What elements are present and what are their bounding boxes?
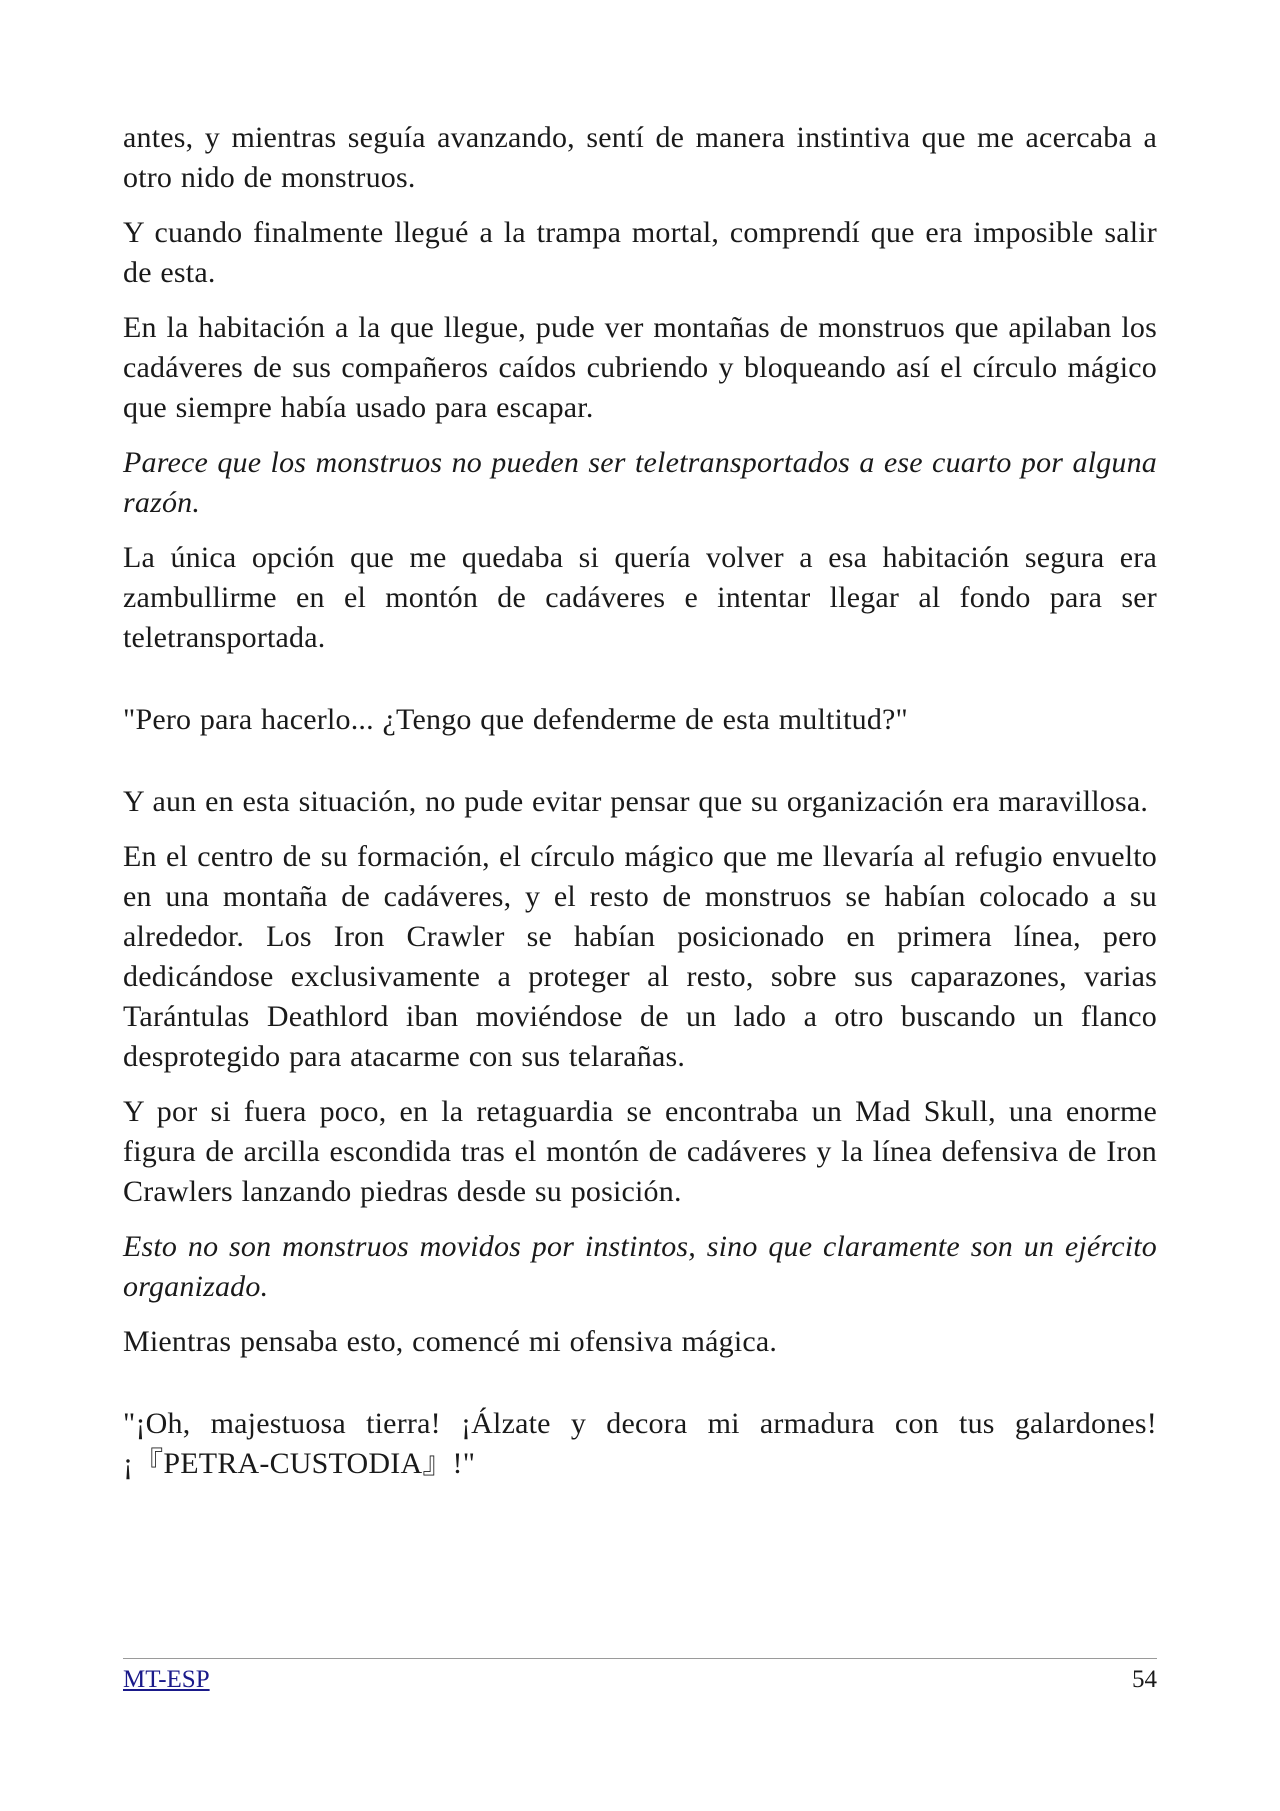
- paragraph-10-thought: Esto no son monstruos movidos por instintos, sino que claramente son un ejército organizado.: [123, 1230, 1157, 1303]
- paragraph-7: Y aun en esta situación, no pude evitar pensar que su organización era maravillosa.: [123, 785, 1149, 818]
- paragraph-5: La única opción que me quedaba si quería volver a esa habitación segura era zambullirme en el montón de cadáveres e intentar llegar al fondo para ser teletransportada.: [123, 541, 1157, 654]
- footer-link-mt-esp[interactable]: MT-ESP: [123, 1666, 210, 1693]
- paragraph-12-dialogue: "¡Oh, majestuosa tierra! ¡Álzate y decora mi armadura con tus galardones! ¡『PETRA-CUSTODIA』!": [123, 1407, 1157, 1480]
- paragraph-4-thought: Parece que los monstruos no pueden ser teletransportados a ese cuarto por alguna razón.: [123, 446, 1157, 519]
- paragraph-3: En la habitación a la que llegue, pude ver montañas de monstruos que apilaban los cadáveres de sus compañeros caídos cubriendo y bloqueando así el círculo mágico que siempre había usado para escapar.: [123, 311, 1157, 424]
- paragraph-8: En el centro de su formación, el círculo mágico que me llevaría al refugio envuelto en una montaña de cadáveres, y el resto de monstruos se habían colocado a su alrededor. Los Iron Crawler se habían posicionado en primera línea, pero dedicándose exclusivamente a proteger al resto, sobre sus caparazones, varias Tarántulas Deathlord iban moviéndose de un lado a otro buscando un flanco desprotegido para atacarme con sus telarañas.: [123, 840, 1157, 1073]
- page-footer: [123, 1658, 1157, 1695]
- paragraph-6-dialogue: "Pero para hacerlo... ¿Tengo que defenderme de esta multitud?": [123, 703, 908, 736]
- paragraph-1: antes, y mientras seguía avanzando, sentí de manera instintiva que me acercaba a otro nido de monstruos.: [123, 121, 1157, 194]
- paragraph-2: Y cuando finalmente llegué a la trampa mortal, comprendí que era imposible salir de esta.: [123, 216, 1157, 289]
- paragraph-11: Mientras pensaba esto, comencé mi ofensiva mágica.: [123, 1325, 778, 1358]
- paragraph-9: Y por si fuera poco, en la retaguardia se encontraba un Mad Skull, una enorme figura de arcilla escondida tras el montón de cadáveres y la línea defensiva de Iron Crawlers lanzando piedras desde su posición.: [123, 1095, 1157, 1208]
- page-body: [123, 118, 1157, 1526]
- page-number: 54: [1132, 1666, 1157, 1693]
